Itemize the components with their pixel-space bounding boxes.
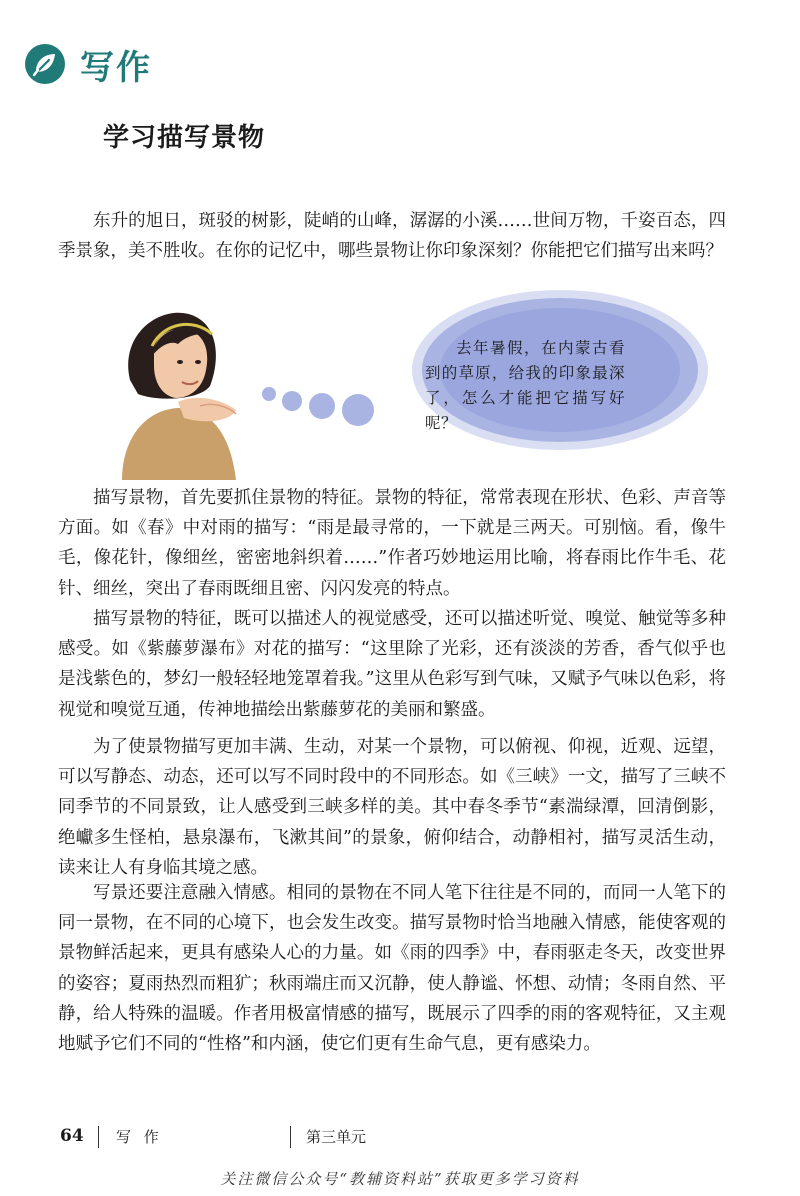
body-paragraph-3: 为了使景物描写更加丰满、生动，对某一个景物，可以俯视、仰视，近观、远望，可以写静态、动态，还可以写不同时段中的不同形态。如《三峡》一文，描写了三峡不同季节的不同景致，让人感受到三峡多样的美。其中春冬季节“素湍绿潭，回清倒影，绝巘多生怪柏，悬泉瀑布，飞漱其间”的景象，俯仰结合，动静相衬，描写灵活生动，读来让人有身临其境之感。 [58,737,726,878]
page-number: 64 [60,1126,84,1146]
footer-divider [290,1126,291,1148]
speech-bubble-text: 去年暑假，在内蒙古看到的草原，给我的印象最深了，怎么才能把它描写好呢？ [425,339,625,432]
watermark-text: 关注微信公众号“教辅资料站”获取更多学习资料 [220,1170,580,1188]
section-header [24,40,152,88]
footer-divider [98,1126,99,1148]
section-title: 写作 [80,47,152,88]
writing-leaf-icon [24,43,66,85]
lesson-title: 学习描写景物 [103,123,266,153]
footer-unit-label: 第三单元 [306,1128,367,1146]
body-paragraph-1: 描写景物，首先要抓住景物的特征。景物的特征，常常表现在形状、色彩、声音等方面。如《春》中对雨的描写：“雨是最寻常的，一下就是三两天。可别恼。看，像牛毛，像花针，像细丝，密密地斜织着……”作者巧妙地运用比喻，将春雨比作牛毛、花针、细丝，突出了春雨既细且密、闪闪发亮的特点。 [58,488,726,599]
girl-thinking-illustration [108,290,720,480]
footer-section-label: 写 作 [116,1128,163,1146]
body-paragraph-2: 描写景物的特征，既可以描述人的视觉感受，还可以描述听觉、嗅觉、触觉等多种感受。如《紫藤萝瀑布》对花的描写：“这里除了光彩，还有淡淡的芳香，香气似乎也是浅紫色的，梦幻一般轻轻地笼罩着我。”这里从色彩写到气味，又赋予气味以色彩，将视觉和嗅觉互通，传神地描绘出紫藤萝花的美丽和繁盛。 [58,609,726,720]
intro-paragraph: 东升的旭日，斑驳的树影，陡峭的山峰，潺潺的小溪……世间万物，千姿百态，四季景象，美不胜收。在你的记忆中，哪些景物让你印象深刻？你能把它们描写出来吗？ [58,211,726,262]
body-paragraph-4: 写景还要注意融入情感。相同的景物在不同人笔下往往是不同的，而同一人笔下的同一景物，在不同的心境下，也会发生改变。描写景物时恰当地融入情感，能使客观的景物鲜活起来，更具有感染人心的力量。如《雨的四季》中，春雨驱走冬天，改变世界的姿容；夏雨热烈而粗犷；秋雨端庄而又沉静，使人静谧、怀想、动情；冬雨自然、平静，给人特殊的温暖。作者用极富情感的描写，既展示了四季的雨的客观特征，又主观地赋予它们不同的“性格”和内涵，使它们更有生命气息，更有感染力。 [58,883,726,1055]
page-footer [60,1122,760,1150]
